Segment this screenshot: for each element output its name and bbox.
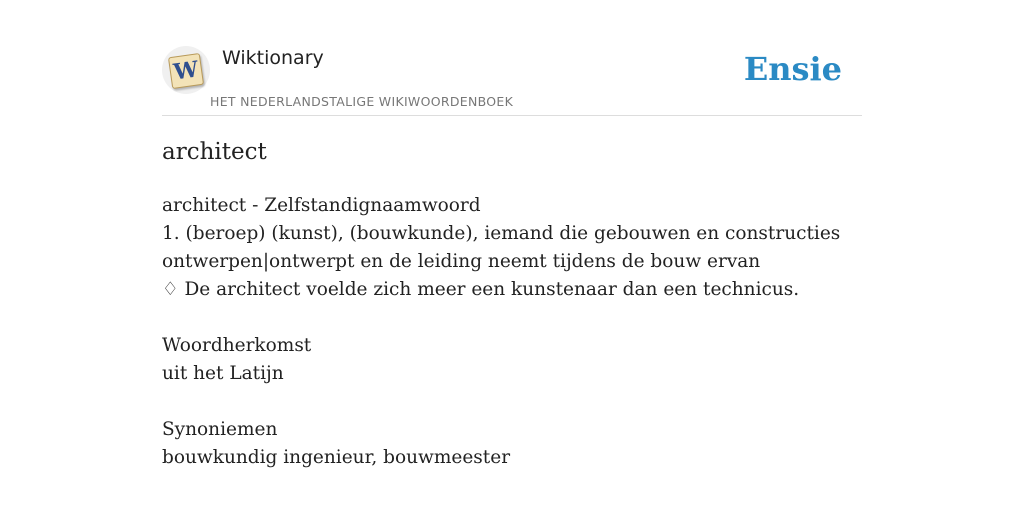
entry-content (162, 192, 862, 472)
site-tagline: HET NEDERLANDSTALIGE WIKIWOORDENBOEK (210, 94, 514, 109)
logo-letter: W (171, 56, 201, 86)
logo-tile (168, 53, 204, 89)
definition-line-2: ontwerpen|ontwerpt en de leiding neemt tijdens de bouw ervan (162, 251, 761, 272)
spacer (162, 304, 862, 332)
spacer (162, 388, 862, 416)
example-sentence: ♢ De architect voelde zich meer een kunstenaar dan een technicus. (162, 279, 800, 300)
ensie-brand-link[interactable]: Ensie (743, 50, 842, 88)
synonyms-text: bouwkundig ingenieur, bouwmeester (162, 447, 511, 468)
site-name-link[interactable]: Wiktionary (222, 47, 324, 69)
page-title: architect (162, 139, 267, 165)
entry-heading: architect - Zelfstandignaamwoord (162, 195, 481, 216)
wiktionary-logo-icon[interactable] (162, 46, 210, 94)
definition-line-1: 1. (beroep) (kunst), (bouwkunde), iemand die gebouwen en constructies (162, 223, 841, 244)
site-header (162, 0, 862, 116)
etymology-text: uit het Latijn (162, 363, 284, 384)
etymology-heading: Woordherkomst (162, 335, 312, 356)
synonyms-heading: Synoniemen (162, 419, 278, 440)
